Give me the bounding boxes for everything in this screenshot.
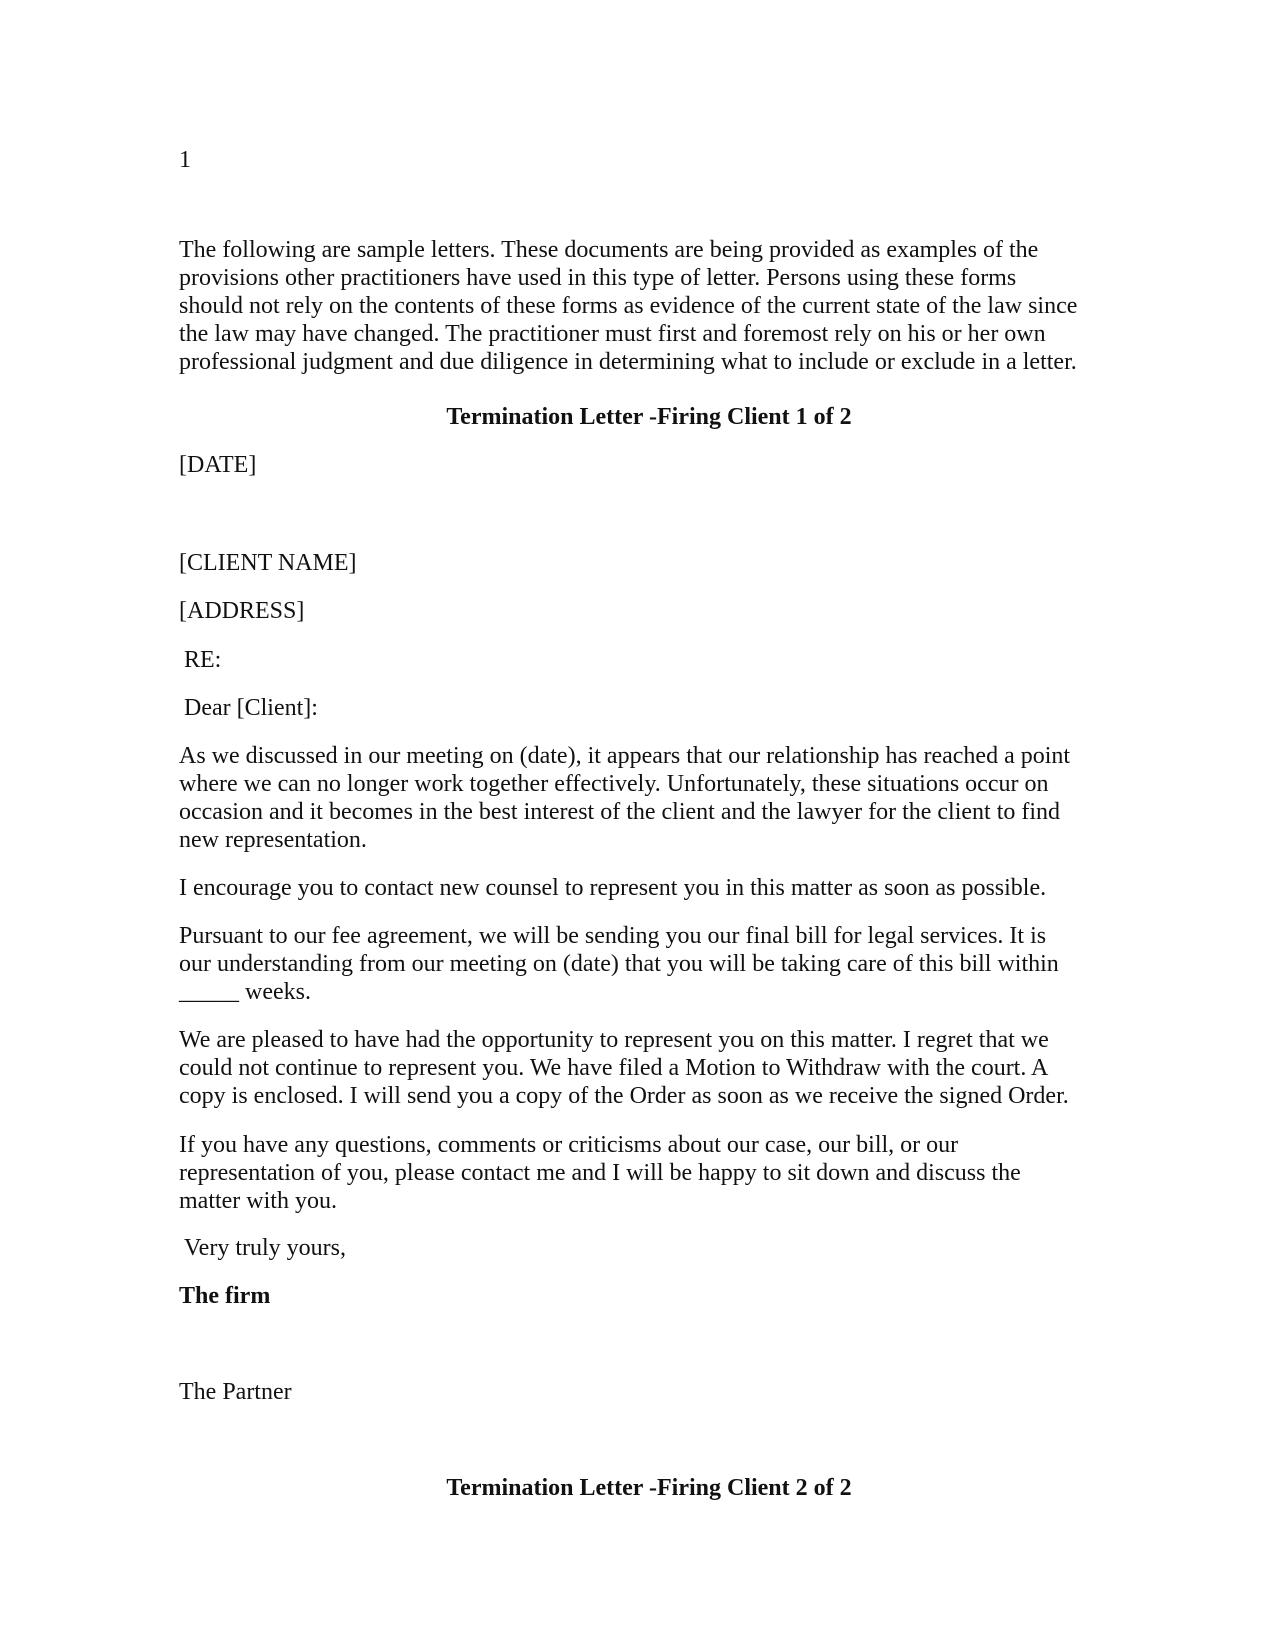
- disclaimer-line: should not rely on the contents of these forms as evidence of the current state of the law since: [179, 293, 1078, 319]
- paragraph-line: If you have any questions, comments or criticisms about our case, our bill, or our: [179, 1132, 959, 1158]
- paragraph-line: new representation.: [179, 827, 367, 853]
- address-placeholder: [ADDRESS]: [179, 598, 305, 624]
- disclaimer-line: The following are sample letters. These documents are being provided as examples of the: [179, 237, 1039, 263]
- firm-name: The firm: [179, 1283, 271, 1309]
- paragraph-line: matter with you.: [179, 1188, 337, 1214]
- letter-paragraph-2: I encourage you to contact new counsel to represent you in this matter as soon as possible.: [179, 875, 1047, 901]
- paragraph-line: As we discussed in our meeting on (date), it appears that our relationship has reached a point: [179, 743, 1071, 769]
- salutation: Dear [Client]:: [184, 695, 318, 721]
- letter-paragraph-4: [179, 1026, 1119, 1110]
- client-name-placeholder: [CLIENT NAME]: [179, 550, 357, 576]
- letter-paragraph-3: [179, 922, 1119, 1006]
- paragraph-line: copy is enclosed. I will send you a copy of the Order as soon as we receive the signed Order.: [179, 1083, 1069, 1109]
- disclaimer-paragraph: [179, 236, 1119, 376]
- disclaimer-line: the law may have changed. The practitioner must first and foremost rely on his or her own: [179, 321, 1046, 347]
- signer-name: The Partner: [179, 1379, 292, 1405]
- paragraph-line: our understanding from our meeting on (date) that you will be taking care of this bill within: [179, 951, 1059, 977]
- page-number: 1: [179, 147, 191, 173]
- paragraph-line: representation of you, please contact me and I will be happy to sit down and discuss the: [179, 1160, 1021, 1186]
- paragraph-line: occasion and it becomes in the best interest of the client and the lawyer for the client to find: [179, 799, 1061, 825]
- closing: Very truly yours,: [184, 1235, 346, 1261]
- paragraph-line: Pursuant to our fee agreement, we will be sending you our final bill for legal services. It is: [179, 923, 1047, 949]
- letter-paragraph-5: [179, 1131, 1119, 1215]
- letter-title-2: Termination Letter -Firing Client 2 of 2: [446, 1475, 852, 1501]
- paragraph-line: We are pleased to have had the opportunity to represent you on this matter. I regret that we: [179, 1027, 1049, 1053]
- letter-paragraph-1: [179, 742, 1119, 854]
- paragraph-line: where we can no longer work together effectively. Unfortunately, these situations occur on: [179, 771, 1049, 797]
- paragraph-line: could not continue to represent you. We have filed a Motion to Withdraw with the court. A: [179, 1055, 1049, 1081]
- paragraph-line: _____ weeks.: [179, 979, 311, 1005]
- letter-title-1: Termination Letter -Firing Client 1 of 2: [446, 404, 852, 430]
- disclaimer-line: provisions other practitioners have used in this type of letter. Persons using these forms: [179, 265, 1017, 291]
- disclaimer-line: professional judgment and due diligence in determining what to include or exclude in a letter.: [179, 349, 1077, 375]
- date-placeholder: [DATE]: [179, 452, 257, 478]
- re-line: RE:: [184, 647, 222, 673]
